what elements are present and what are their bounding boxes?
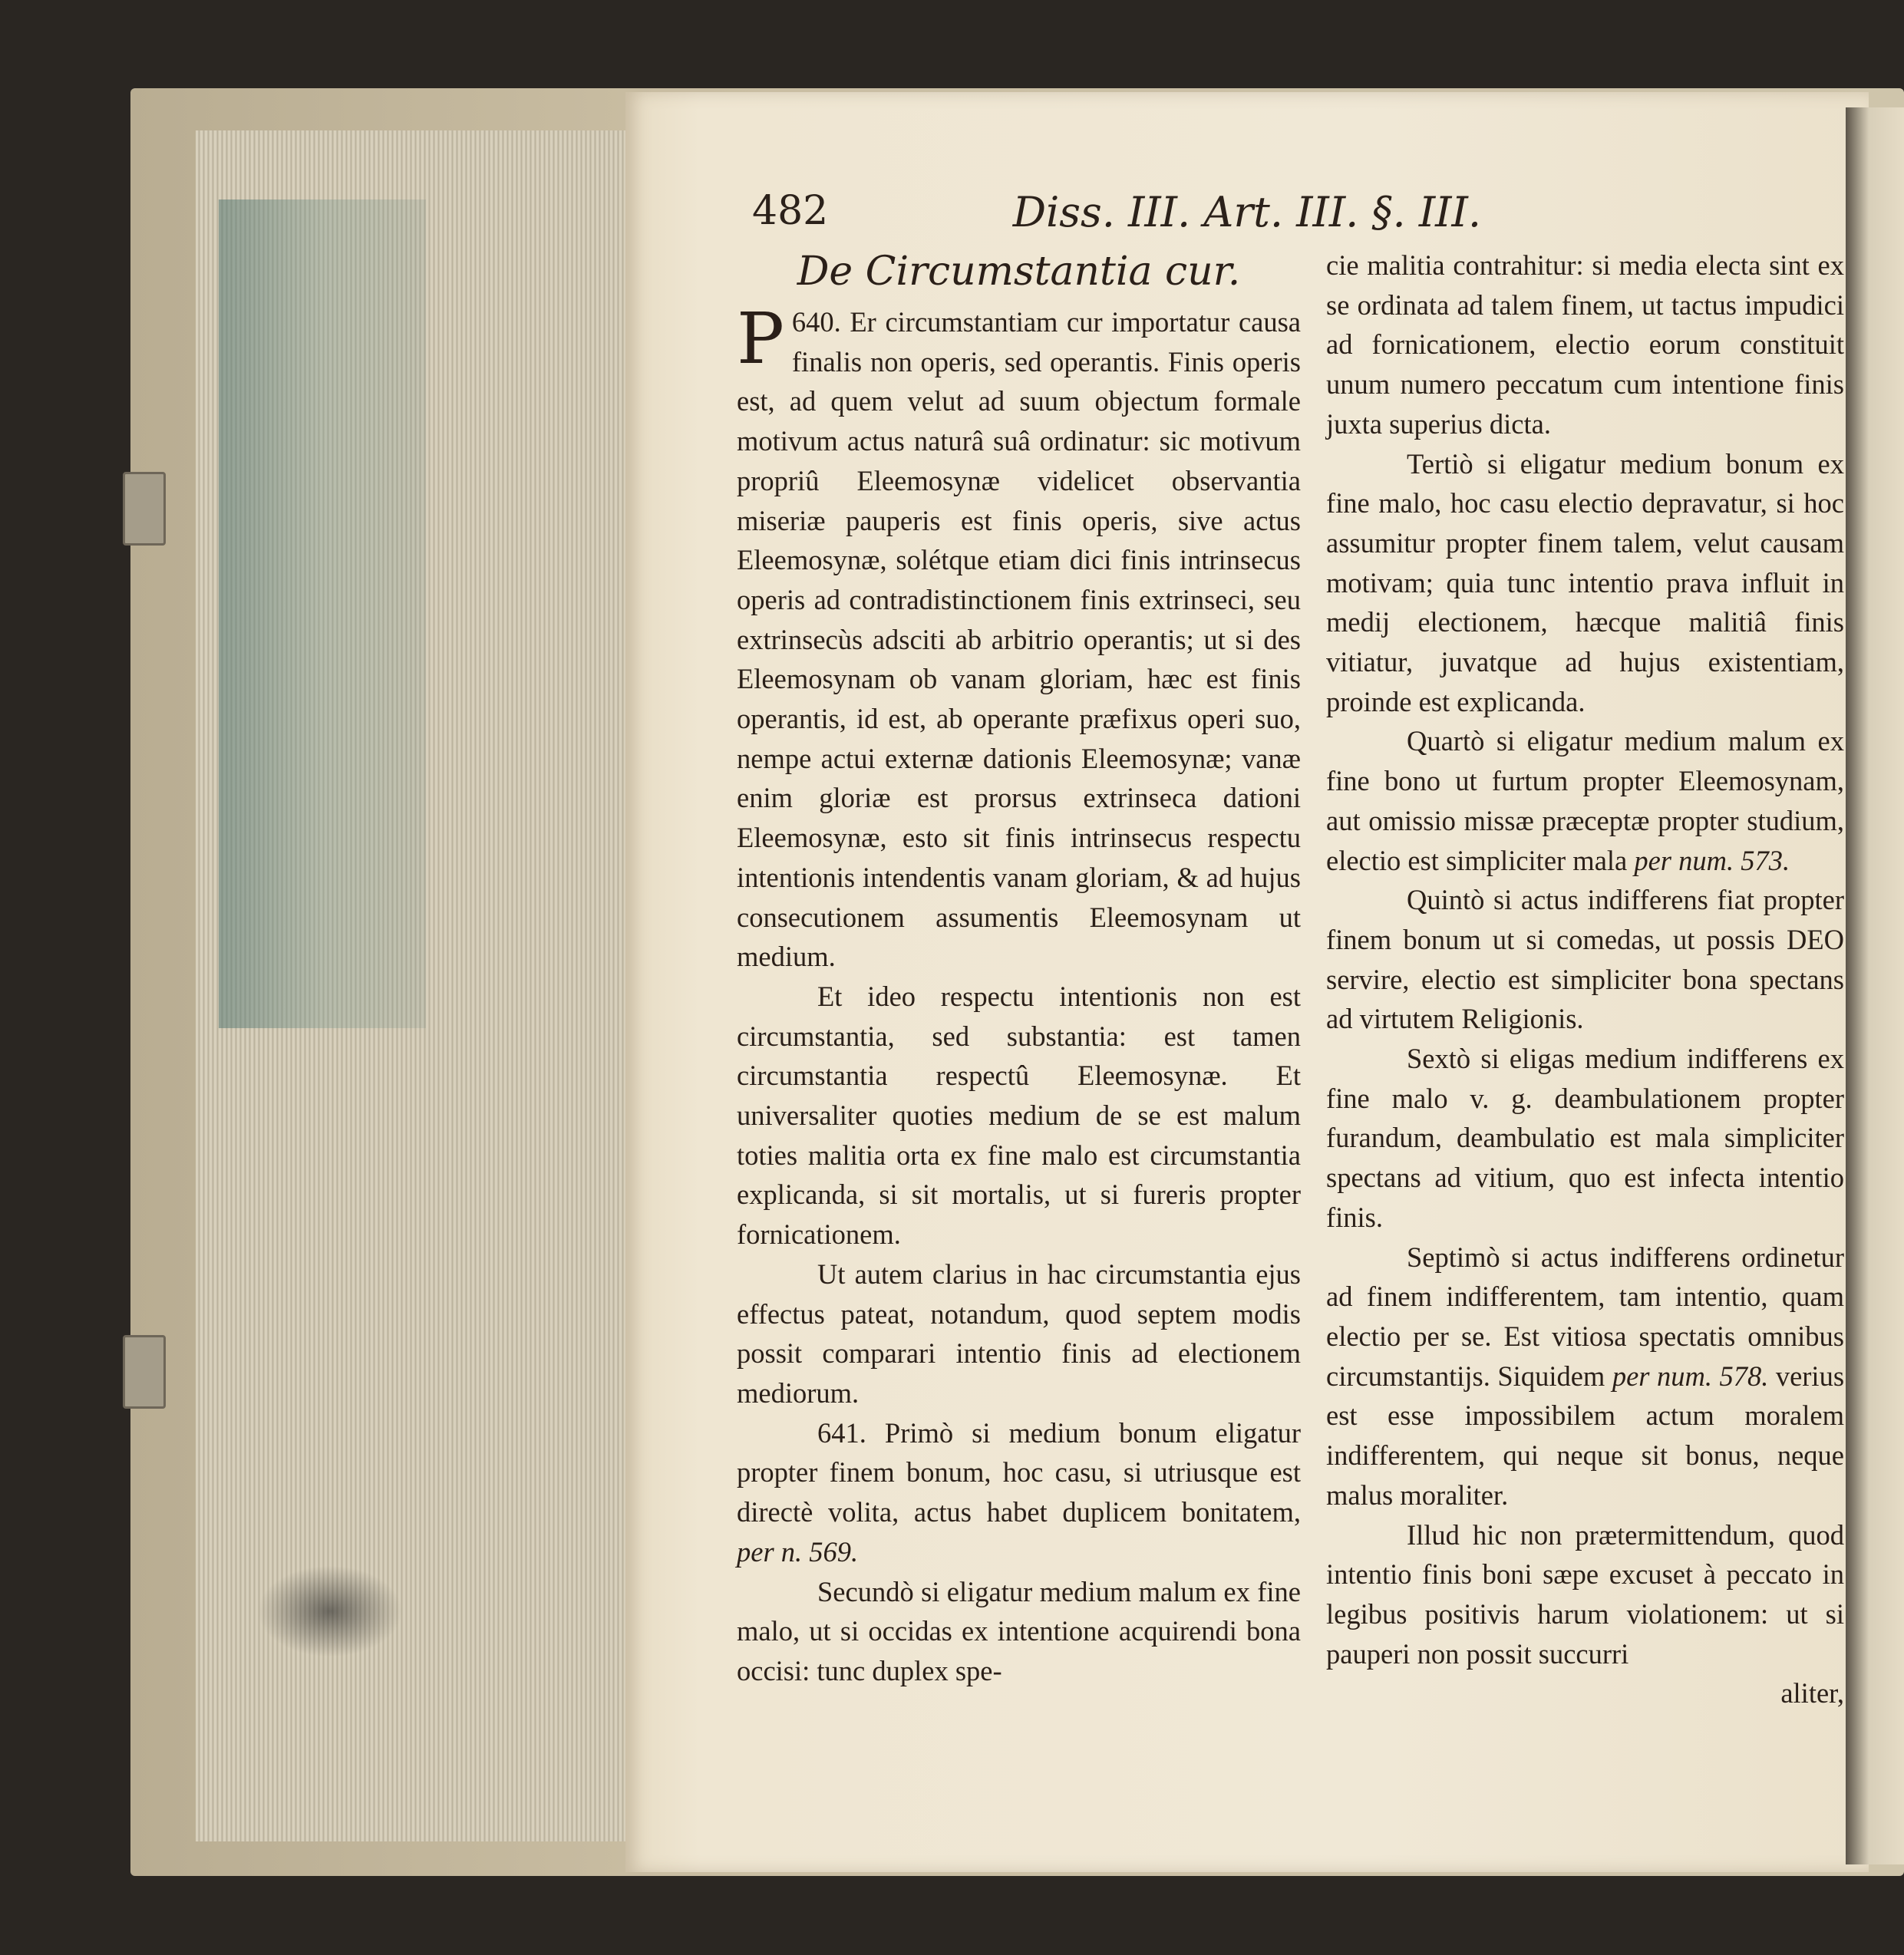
paragraph-septimo bbox=[1326, 1238, 1844, 1515]
running-head: Diss. III. Art. III. §. III. bbox=[1012, 188, 1481, 236]
paragraph-ut-autem: Ut autem clarius in hac circumstantia ejus effectus pateat, notandum, quod septem modis possit comparari intentio finis ad electionem mediorum. bbox=[737, 1258, 1301, 1409]
page-header bbox=[752, 188, 1481, 242]
left-column bbox=[737, 246, 1301, 1691]
drop-capital: P bbox=[737, 298, 784, 380]
page-fore-edge bbox=[196, 130, 625, 1841]
page-number: 482 bbox=[752, 188, 829, 234]
paragraph-secundo: Secundò si eligatur medium malum ex fine malo, ut si occidas ex intentione acquirendi bona occisi: tunc duplex spe- bbox=[737, 1575, 1301, 1686]
clasp-upper bbox=[123, 472, 166, 546]
paragraph-text: Er circumstantiam cur importatur causa finalis non operis, sed operantis. Finis operis est, ad quem velut ad suum objectum formale motivum actus naturâ suâ ordinatur: sic motivum propriû Eleemosynæ videlicet observantia miseriæ pauperis est finis operis, sive actus Eleemosynæ, solétque etiam dici finis intrinsecus operis ad contradistinctionem finis extrinseci, seu extrinsecùs adsciti ab arbitrio operantis; ut si des Eleemosynam ob vanam gloriam, hæc est finis operantis, id est, ab operante præfixus operi suo, nempe actui externæ dationis Eleemosynæ; vanæ enim gloriæ est prorsus extrinseca dationi Eleemosynæ, esto sit finis intrinsecus respectu intentionis intendentis vanam gloriam, & ad hujus consecutionem assumentis Eleemosynam ut medium. bbox=[737, 306, 1301, 973]
paragraph-text: Quartò si eligatur medium malum ex fine bono ut furtum propter Eleemosynam, aut omissio missæ præceptæ propter studium, electio est simpliciter mala bbox=[1326, 725, 1844, 876]
section-title: De Circumstantia cur. bbox=[797, 249, 1241, 295]
paragraph-et-ideo: Et ideo respectu intentionis non est circumstantia, sed substantia: est tamen circumstantia respectû Eleemosynæ. Et universaliter quoties medium de se est malum toties malitia orta ex fine malo est circumstantia explicanda, si sit mortalis, ut si fureris propter fornicationem. bbox=[737, 980, 1301, 1251]
paragraph-640 bbox=[737, 298, 1301, 977]
paragraph-text: verius est esse impossibilem actum moralem indifferentem, qui neque sit bonus, neque malus moraliter. bbox=[1326, 1360, 1845, 1511]
clasp-lower bbox=[123, 1335, 166, 1409]
paragraph-number: 640. bbox=[791, 306, 841, 338]
cross-reference: per num. 578. bbox=[1612, 1360, 1769, 1392]
paragraph-illud: Illud hic non prætermittendum, quod intentio finis boni sæpe excuset à peccato in legibus positivis harum violationem: ut si pauperi non possit succurri bbox=[1326, 1518, 1844, 1670]
paragraph-sexto: Sextò si eligas medium indifferens ex fine malo v. g. deambulationem propter furandum, deambulatio est mala simpliciter spectans ad vitium, quo est infecta intentio finis. bbox=[1326, 1043, 1844, 1233]
cross-reference: per n. 569. bbox=[737, 1535, 859, 1568]
paragraph-quinto: Quintò si actus indifferens fiat propter finem bonum ut si comedas, ut possis DEO servire, electio est simpliciter bona spectans ad virtutem Religionis. bbox=[1326, 884, 1844, 1035]
paragraph-continuation: cie malitia contrahitur: si media electa sint ex se ordinata ad talem finem, ut tactus impudici ad fornicationem, electio eorum constituit unum numero peccatum cum intentione finis juxta superius dicta. bbox=[1326, 249, 1844, 440]
paragraph-number: 641. bbox=[817, 1416, 866, 1449]
catchword: aliter, bbox=[1780, 1677, 1844, 1709]
paragraph-quarto bbox=[1326, 721, 1844, 880]
right-column bbox=[1326, 246, 1844, 1713]
paragraph-tertio: Tertiò si eligatur medium bonum ex fine malo, hoc casu electio depravatur, si hoc assumitur propter finem talem, velut causam motivam; quia tunc intentio prava influit in medij electionem, hæcque malitiâ finis vitiatur, juvatque ad hujus existentiam, proinde est explicanda. bbox=[1326, 447, 1844, 717]
paragraph-641 bbox=[737, 1413, 1301, 1572]
paragraph-text: Primò si medium bonum eligatur propter finem bonum, hoc casu, si utriusque est directè volita, actus habet duplicem bonitatem, bbox=[737, 1416, 1302, 1528]
cross-reference: per num. 573. bbox=[1634, 844, 1790, 876]
facing-page-edge bbox=[1846, 107, 1904, 1864]
paragraph-text: Septimò si actus indifferens ordinetur ad finem indifferentem, tam intentio, quam electio per se. Est vitiosa spectatis omnibus circumstantijs. Siquidem bbox=[1326, 1241, 1844, 1392]
